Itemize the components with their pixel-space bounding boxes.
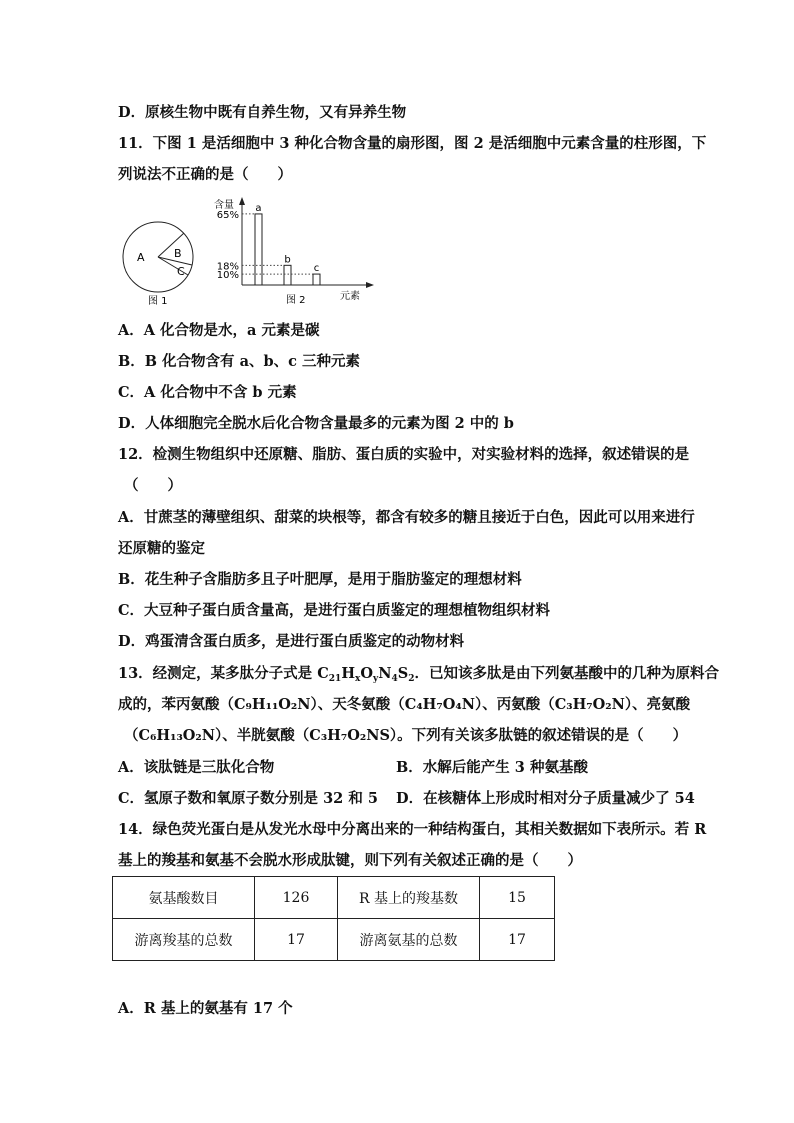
q13-text-b: H	[341, 665, 356, 682]
pie-chart	[123, 222, 193, 307]
q13-text-f: ．已知该多肽是由下列氨基酸中的几种为原料合	[414, 665, 720, 682]
q13-sub-4: 4	[391, 674, 398, 684]
q13-sub-x: x	[355, 674, 361, 684]
q13-text-d: N	[378, 665, 392, 682]
table-row	[113, 919, 555, 961]
table-cell: 126	[255, 877, 338, 919]
q11-stem-line1: 11．下图 1 是活细胞中 3 种化合物含量的扇形图，图 2 是活细胞中元素含量的柱形图，下	[118, 135, 707, 152]
table-cell: 17	[255, 919, 338, 961]
bar-chart	[214, 197, 374, 306]
q13-text-a: 13．经测定，某多肽分子式是 C	[118, 665, 329, 682]
y-tick-label: 10%	[216, 270, 239, 282]
q11-figure-svg	[118, 195, 388, 310]
table-cell: 15	[480, 877, 555, 919]
q13-option-a[interactable]: A．该肽链是三肽化合物	[118, 759, 275, 776]
q12-option-c[interactable]: C．大豆种子蛋白质含量高，是进行蛋白质鉴定的理想植物组织材料	[118, 602, 551, 619]
y-tick-label: 65%	[216, 209, 239, 221]
pie-label-c: C	[177, 265, 185, 278]
q13-option-d[interactable]: D．在核糖体上形成时相对分子质量减少了 54	[396, 790, 695, 807]
q13-option-c[interactable]: C．氢原子数和氧原子数分别是 32 和 5	[118, 790, 378, 807]
bar-c	[313, 274, 320, 285]
q12-option-d[interactable]: D．鸡蛋清含蛋白质多，是进行蛋白质鉴定的动物材料	[118, 633, 465, 650]
table-cell: 游离羧基的总数	[113, 919, 255, 961]
q12-stem-line1: 12．检测生物组织中还原糖、脂肪、蛋白质的实验中，对实验材料的选择，叙述错误的是	[118, 446, 690, 463]
y-axis-arrow	[239, 197, 245, 205]
q13-sub-21: 21	[328, 674, 342, 684]
q13-option-b[interactable]: B．水解后能产生 3 种氨基酸	[396, 759, 588, 776]
table-cell: 17	[480, 919, 555, 961]
q11-option-c[interactable]: C．A 化合物中不含 b 元素	[118, 384, 297, 401]
table-cell: R 基上的羧基数	[338, 877, 480, 919]
q11-option-d[interactable]: D．人体细胞完全脱水后化合物含量最多的元素为图 2 中的 b	[118, 415, 514, 432]
pie-caption: 图 1	[148, 296, 168, 307]
table-cell: 游离氨基的总数	[338, 919, 480, 961]
x-axis-arrow	[366, 282, 374, 288]
q13-stem-line1	[118, 664, 719, 684]
bar-ylabel: 含量	[214, 200, 234, 211]
q12-option-a-line1[interactable]: A．甘蔗茎的薄壁组织、甜菜的块根等，都含有较多的糖且接近于白色，因此可以用来进行	[118, 509, 695, 526]
q11-stem-line2: 列说法不正确的是（ ）	[118, 166, 292, 183]
pie-label-a: A	[137, 251, 145, 264]
pie-label-b: B	[174, 247, 182, 260]
bar-xlabel: 元素	[340, 291, 360, 302]
q14-option-a[interactable]: A．R 基上的氨基有 17 个	[118, 1000, 293, 1017]
q12-option-a-line2[interactable]: 还原糖的鉴定	[118, 540, 205, 557]
q12-stem-line2: （ ）	[124, 477, 182, 494]
q14-stem-line1: 14．绿色荧光蛋白是从发光水母中分离出来的一种结构蛋白，其相关数据如下表所示。若 R	[118, 821, 707, 838]
bar-label-c: c	[313, 263, 320, 275]
table-cell: 氨基酸数目	[113, 877, 255, 919]
q13-sub-2: 2	[408, 674, 415, 684]
bar-label-a: a	[255, 202, 262, 214]
q13-text-c: O	[360, 665, 374, 682]
q12-option-b[interactable]: B．花生种子含脂肪多且子叶肥厚，是用于脂肪鉴定的理想材料	[118, 571, 522, 588]
bar-label-b: b	[284, 254, 291, 266]
bar-marks	[217, 203, 320, 285]
q11-figure	[118, 195, 388, 310]
bar-b	[284, 265, 291, 285]
q11-option-b[interactable]: B．B 化合物含有 a、b、c 三种元素	[118, 353, 361, 370]
q14-data-table	[112, 876, 555, 961]
y-tick-label: 18%	[216, 261, 239, 273]
q13-sub-y: y	[373, 674, 379, 684]
q13-text-e: S	[397, 665, 409, 682]
bar-caption: 图 2	[286, 295, 306, 306]
q13-stem-line2: 成的，苯丙氨酸（C₉H₁₁O₂N）、天冬氨酸（C₄H₇O₄N）、丙氨酸（C₃H₇O₂N）、亮氨酸	[118, 696, 691, 713]
q10-option-d: D．原核生物中既有自养生物，又有异养生物	[118, 104, 407, 121]
q11-option-a[interactable]: A．A 化合物是水，a 元素是碳	[118, 322, 320, 339]
q14-stem-line2: 基上的羧基和氨基不会脱水形成肽键，则下列有关叙述正确的是（ ）	[118, 852, 582, 869]
q13-stem-line3: （C₆H₁₃O₂N）、半胱氨酸（C₃H₇O₂NS）。下列有关该多肽链的叙述错误的是（ ）	[124, 727, 688, 744]
table-row	[113, 877, 555, 919]
